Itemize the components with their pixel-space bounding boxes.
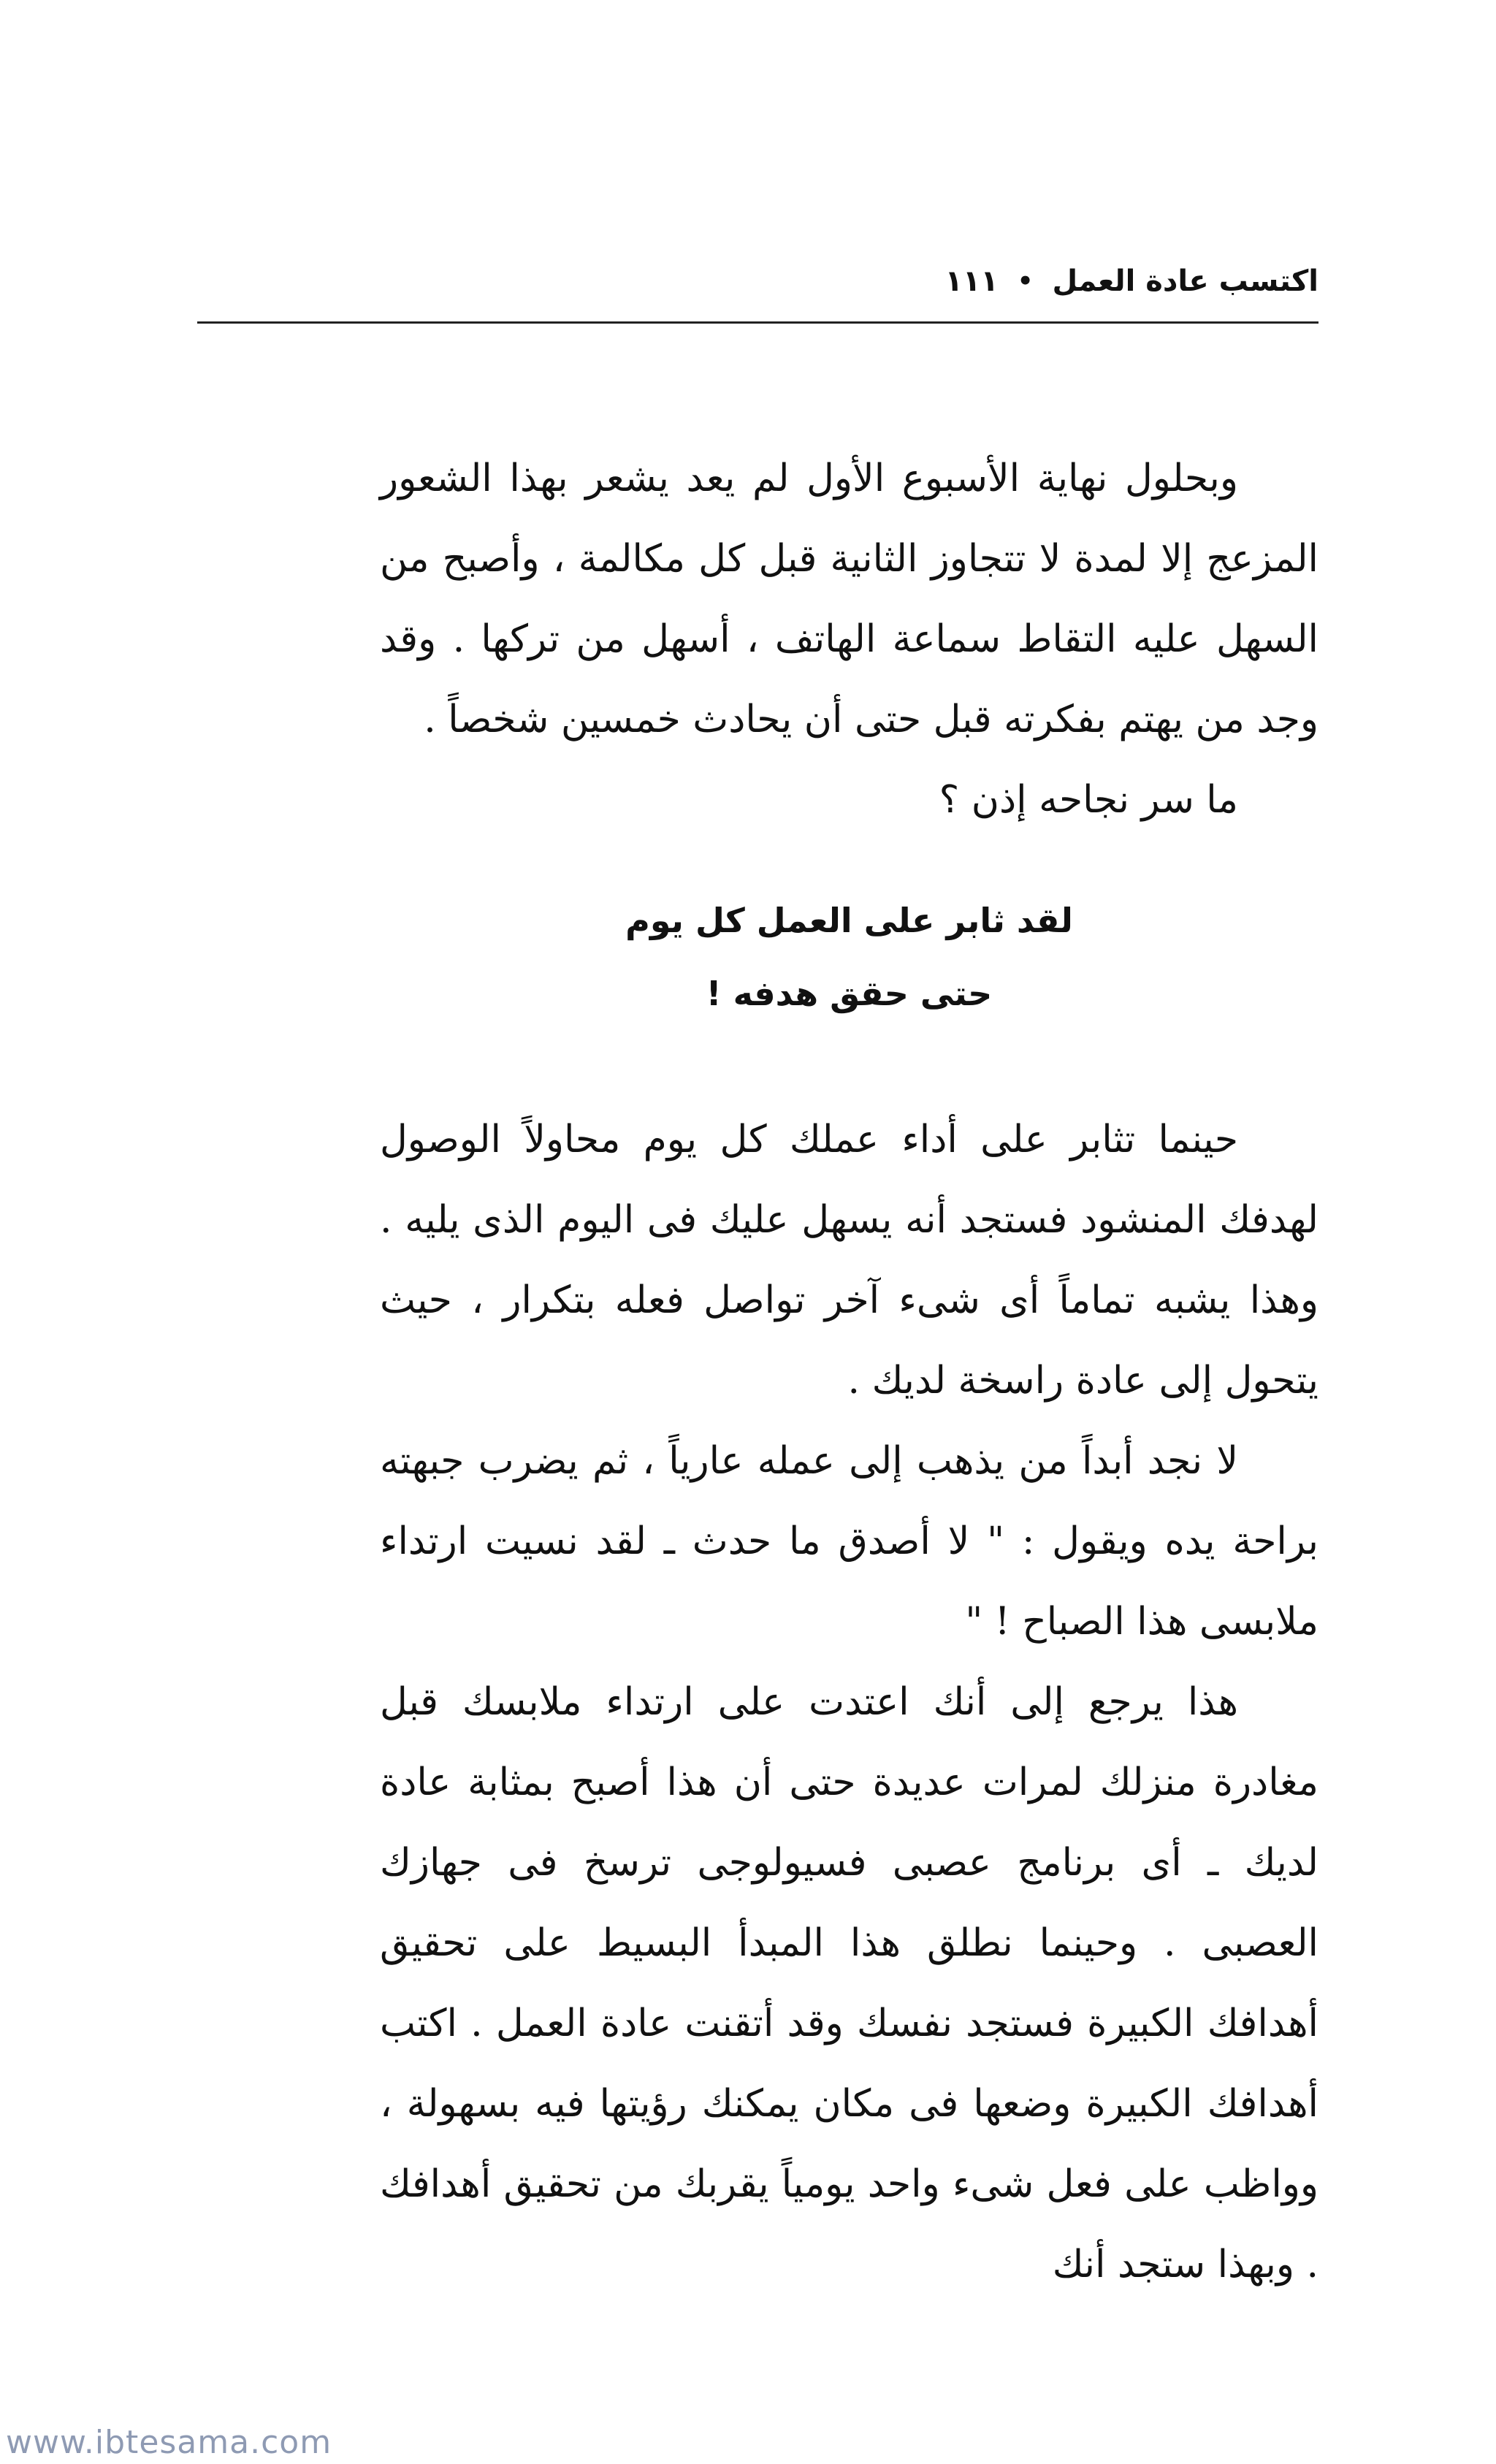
section-heading-line-2: حتى حقق هدفه !: [706, 974, 993, 1013]
watermark: www.ibtesama.com: [6, 2424, 332, 2461]
running-header: [197, 256, 1318, 307]
text-block-1: [380, 438, 1318, 840]
text-block-2: [380, 1099, 1318, 2305]
header-title: اكتسب عادة العمل: [1052, 264, 1318, 298]
header-divider: [197, 321, 1318, 324]
page-number: ١١١: [944, 264, 999, 298]
paragraph: وبحلول نهاية الأسبوع الأول لم يعد يشعر بهذا الشعور المزعج إلا لمدة لا تتجاوز الثانية قبل كل مكالمة ، وأصبح من السهل عليه التقاط سماعة الهاتف ، أسهل من تركها . وقد وجد من يهتم بفكرته قبل حتى أن يحادث خمسين شخصاً .: [380, 457, 1318, 741]
paragraph: حينما تثابر على أداء عملك كل يوم محاولاً الوصول لهدفك المنشود فستجد أنه يسهل عليك فى اليوم الذى يليه . وهذا يشبه تماماً أى شىء آخر تواصل فعله بتكرار ، حيث يتحول إلى عادة راسخة لديك .: [380, 1118, 1318, 1403]
paragraph: ما سر نجاحه إذن ؟: [939, 778, 1238, 822]
section-heading: [380, 884, 1318, 1030]
header-bullet: •: [1017, 267, 1034, 296]
paragraph: لا نجد أبداً من يذهب إلى عمله عارياً ، ثم يضرب جبهته براحة يده ويقول : " لا أصدق ما حدث ـ لقد نسيت ارتداء ملابسى هذا الصباح ! ": [380, 1439, 1318, 1644]
section-heading-line-1: لقد ثابر على العمل كل يوم: [625, 901, 1073, 940]
paragraph: هذا يرجع إلى أنك اعتدت على ارتداء ملابسك قبل مغادرة منزلك لمرات عديدة حتى أن هذا أصبح بمثابة عادة لديك ـ أى برنامج عصبى فسيولوجى ترسخ فى جهازك العصبى . وحينما نطلق هذا المبدأ البسيط على تحقيق أهدافك الكبيرة فستجد نفسك وقد أتقنت عادة العمل . اكتب أهدافك الكبيرة وضعها فى مكان يمكنك رؤيتها فيه بسهولة ، وواظب على فعل شىء واحد يومياً يقربك من تحقيق أهدافك . وبهذا ستجد أنك: [380, 1680, 1318, 2286]
